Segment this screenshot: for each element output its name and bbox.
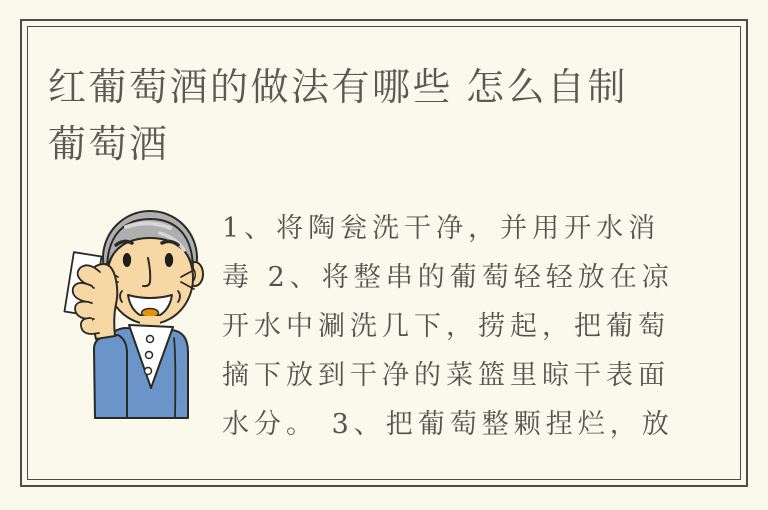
left-eye	[123, 253, 131, 267]
body-line: 水分。 3、把葡萄整颗捏烂，放	[222, 409, 674, 440]
body-line: 1、将陶瓮洗干净，并用开水消	[222, 213, 661, 244]
raised-sleeve	[94, 335, 127, 418]
shirt-button	[145, 368, 152, 375]
elderly-man-illustration-svg	[58, 196, 208, 422]
article-body	[222, 204, 682, 449]
article-title: 红葡萄酒的做法有哪些 怎么自制葡萄酒	[48, 67, 629, 166]
right-eye	[165, 253, 173, 267]
shirt-button	[146, 352, 153, 359]
body-line: 摘下放到干净的菜篮里晾干表面	[222, 360, 670, 391]
shirt-button	[147, 336, 154, 343]
body-line: 毒 2、将整串的葡萄轻轻放在凉	[222, 262, 674, 293]
body-line: 开水中涮洗几下，捞起，把葡萄	[222, 311, 670, 342]
elderly-man-illustration	[58, 196, 208, 422]
